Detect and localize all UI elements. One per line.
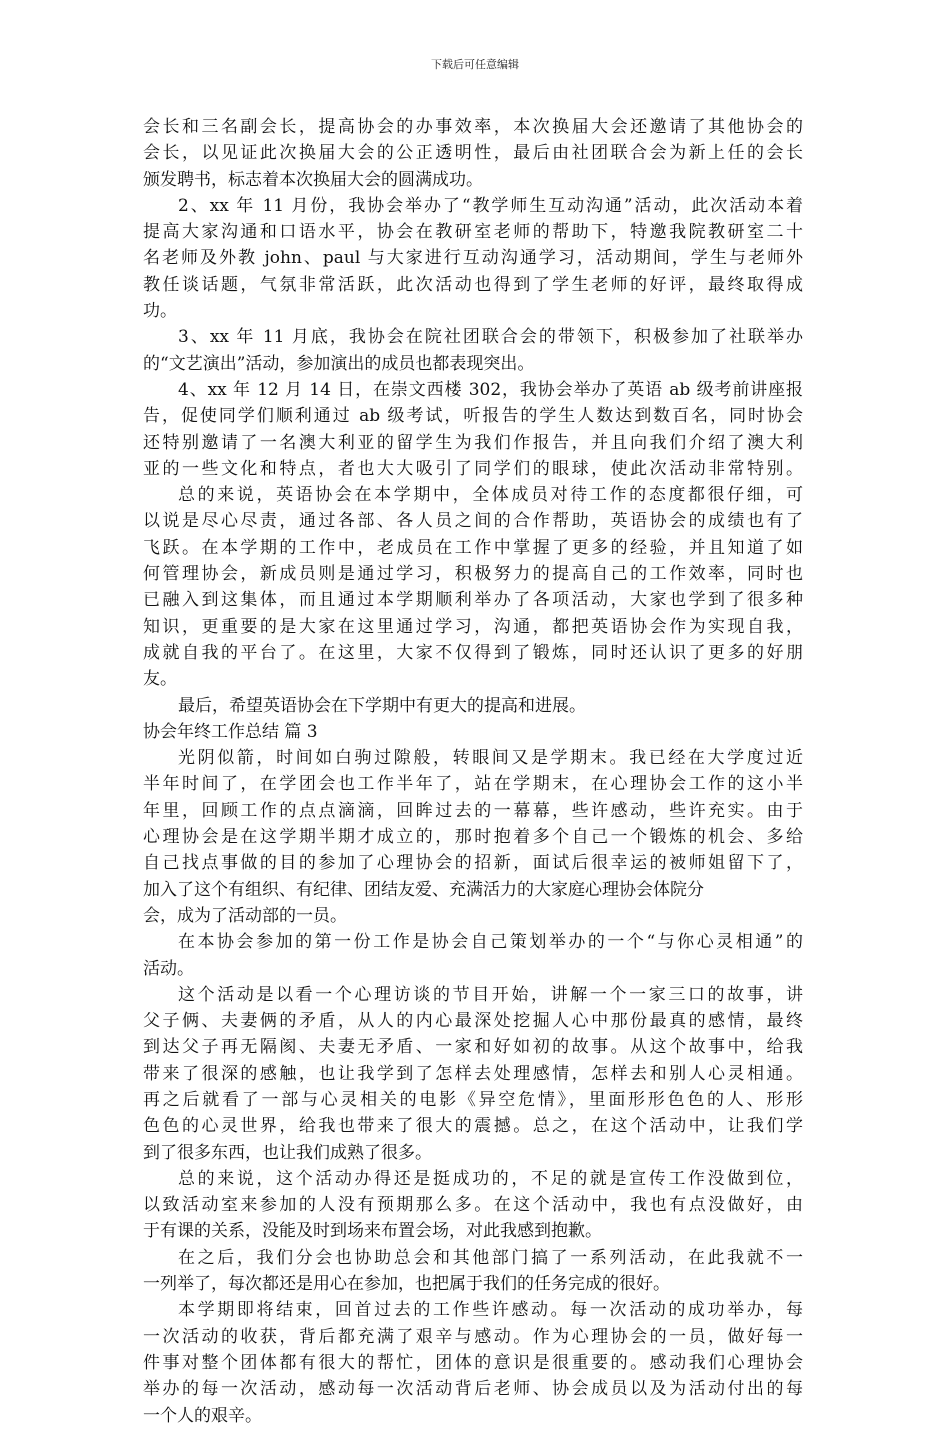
text-line: 到达父子再无隔阂、夫妻无矛盾、一家和好如初的故事。从这个故事中，给我 — [143, 1037, 803, 1058]
text-line: 一个人的艰辛。 — [143, 1405, 262, 1426]
text-line: 提高大家沟通和口语水平，协会在教研室老师的帮助下，特邀我院教研室二十 — [143, 222, 803, 243]
text-line: 在本协会参加的第一份工作是协会自己策划举办的一个“与你心灵相通”的 — [178, 932, 803, 953]
text-line: 协会年终工作总结 篇 3 — [143, 721, 318, 742]
text-line: 亚的一些文化和特点，者也大大吸引了同学们的眼球，使此次活动非常特别。 — [143, 458, 803, 479]
text-line: 飞跃。在本学期的工作中，老成员在工作中掌握了更多的经验，并且知道了如 — [143, 537, 803, 558]
text-line: 这个活动是以看一个心理访谈的节目开始，讲解一个一家三口的故事，讲 — [178, 984, 803, 1005]
text-line: 告，促使同学们顺利通过 ab 级考试，听报告的学生人数达到数百名，同时协会 — [143, 406, 803, 427]
text-line: 教任谈话题，气氛非常活跃，此次活动也得到了学生老师的好评，最终取得成 — [143, 274, 803, 295]
text-line: 一列举了，每次都还是用心在参加，也把属于我们的任务完成的很好。 — [143, 1274, 670, 1295]
text-line: 件事对整个团体都有很大的帮忙，团体的意识是很重要的。感动我们心理协会 — [143, 1352, 803, 1373]
text-line: 还特别邀请了一名澳大利亚的留学生为我们作报告，并且向我们介绍了澳大利 — [143, 432, 803, 453]
text-line: 总的来说，英语协会在本学期中，全体成员对待工作的态度都很仔细，可 — [178, 485, 803, 506]
text-line: 颁发聘书，标志着本次换届大会的圆满成功。 — [143, 169, 483, 190]
text-line: 名老师及外教 john、paul 与大家进行互动沟通学习，活动期间，学生与老师外 — [143, 248, 803, 269]
text-line: 何管理协会，新成员则是通过学习，积极努力的提高自己的工作效率，同时也 — [143, 564, 803, 585]
text-line: 半年时间了，在学团会也工作半年了，站在学期末，在心理协会工作的这小半 — [143, 774, 803, 795]
text-line: 功。 — [143, 301, 177, 322]
text-line: 会，成为了活动部的一员。 — [143, 905, 347, 926]
text-line: 于有课的关系，没能及时到场来布置会场，对此我感到抱歉。 — [143, 1221, 602, 1242]
text-line: 父子俩、夫妻俩的矛盾，从人的内心最深处挖掘人心中那份最真的感情，最终 — [143, 1011, 803, 1032]
text-line: 活动。 — [143, 958, 194, 979]
text-line: 在之后，我们分会也协助总会和其他部门搞了一系列活动，在此我就不一 — [178, 1247, 803, 1268]
text-line: 成就自我的平台了。在这里，大家不仅得到了锻炼，同时还认识了更多的好朋 — [143, 642, 803, 663]
text-line: 本学期即将结束，回首过去的工作些许感动。每一次活动的成功举办，每 — [178, 1300, 803, 1321]
text-line: 3、xx 年 11 月底，我协会在院社团联合会的带领下，积极参加了社联举办 — [178, 327, 803, 348]
text-line: 举办的每一次活动，感动每一次活动背后老师、协会成员以及为活动付出的每 — [143, 1379, 803, 1400]
text-line: 年里，回顾工作的点点滴滴，回眸过去的一幕幕，些许感动，些许充实。由于 — [143, 800, 803, 821]
text-line: 到了很多东西，也让我们成熟了很多。 — [143, 1142, 432, 1163]
text-line: 已融入到这集体，而且通过本学期顺利举办了各项活动，大家也学到了很多种 — [143, 590, 803, 611]
document-body — [143, 114, 803, 1429]
text-line: 再之后就看了一部与心灵相关的电影《异空危情》，里面形形色色的人、形形 — [143, 1089, 803, 1110]
text-line: 最后，希望英语协会在下学期中有更大的提高和进展。 — [178, 695, 586, 716]
text-line: 自己找点事做的目的参加了心理协会的招新，面试后很幸运的被师姐留下了， — [143, 853, 803, 874]
text-line: 色色的心灵世界，给我也带来了很大的震撼。总之，在这个活动中，让我们学 — [143, 1116, 803, 1137]
text-line: 会长和三名副会长，提高协会的办事效率，本次换届大会还邀请了其他协会的 — [143, 117, 803, 137]
text-line: 一次活动的收获，背后都充满了艰辛与感动。作为心理协会的一员，做好每一 — [143, 1326, 803, 1347]
text-line: 4、xx 年 12 月 14 日，在崇文西楼 302，我协会举办了英语 ab 级考前讲座报 — [178, 379, 803, 400]
text-line: 会长，以见证此次换届大会的公正透明性，最后由社团联合会为新上任的会长 — [143, 143, 803, 164]
text-line: 光阴似箭，时间如白驹过隙般，转眼间又是学期末。我已经在大学度过近 — [178, 748, 803, 769]
text-line: 知识，更重要的是大家在这里通过学习，沟通，都把英语协会作为实现自我， — [143, 616, 803, 637]
text-line: 以说是尽心尽责，通过各部、各人员之间的合作帮助，英语协会的成绩也有了 — [143, 511, 803, 532]
text-line: 加入了这个有组织、有纪律、团结友爱、充满活力的大家庭心理协会体院分 — [143, 879, 704, 900]
text-line: 友。 — [143, 669, 177, 690]
page-header-note: 下载后可任意编辑 — [431, 58, 519, 71]
text-line: 心理协会是在这学期半期才成立的，那时抱着多个自己一个锻炼的机会、多给 — [143, 827, 803, 848]
text-line: 总的来说，这个活动办得还是挺成功的，不足的就是宣传工作没做到位， — [178, 1168, 803, 1189]
text-line: 2、xx 年 11 月份，我协会举办了“教学师生互动沟通”活动，此次活动本着 — [178, 195, 803, 216]
text-line: 带来了很深的感触，也让我学到了怎样去处理感情，怎样去和别人心灵相通。 — [143, 1063, 803, 1084]
text-line: 的“文艺演出”活动，参加演出的成员也都表现突出。 — [143, 353, 535, 374]
text-line: 以致活动室来参加的人没有预期那么多。在这个活动中，我也有点没做好，由 — [143, 1195, 803, 1216]
